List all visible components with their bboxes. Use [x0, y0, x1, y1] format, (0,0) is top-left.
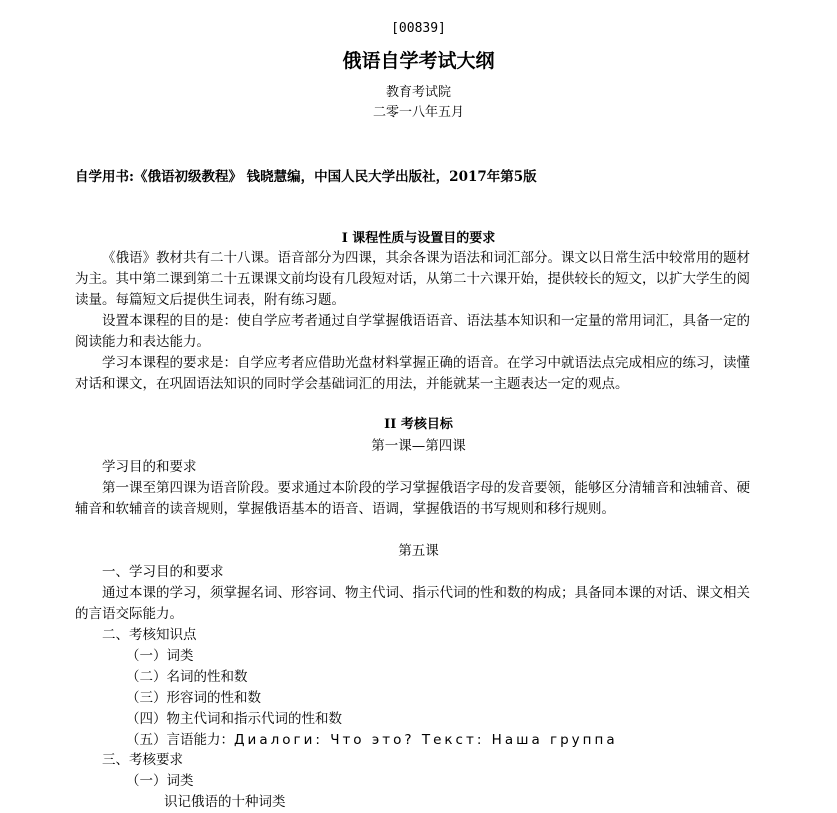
- lesson-1-4-para-line-2: 辅音和软辅音的读音规则，掌握俄语基本的语音、语调，掌握俄语的书写规则和移行规则。: [75, 501, 615, 517]
- knowledge-point-5: [126, 730, 618, 750]
- requirement-item-1-detail: 识记俄语的十种词类: [164, 794, 286, 810]
- section-1-para-2-line-1: 设置本课程的目的是：使自学应考者通过自学掌握俄语语音、语法基本知识和一定量的常用词汇，具备一定的: [102, 313, 750, 329]
- section-1-para-3-line-2: 对话和课文，在巩固语法知识的同时学会基础词汇的用法，并能就某一主题表达一定的观点。: [75, 376, 629, 392]
- section-1-para-1-line-1: 《俄语》教材共有二十八课。语音部分为四课，其余各课为语法和词汇部分。课文以日常生活中较常用的题材: [102, 250, 750, 266]
- course-code: [00839]: [391, 21, 446, 36]
- lesson-5-goal-para-line-1: 通过本课的学习，须掌握名词、形容词、物主代词、指示代词的性和数的构成；具备同本课的对话、课文相关: [102, 585, 750, 601]
- issuing-organization: 教育考试院: [385, 85, 451, 100]
- knowledge-point-1: （一）词类: [126, 648, 194, 664]
- knowledge-point-3: （三）形容词的性和数: [126, 690, 261, 706]
- lesson-5-requirements-heading: 三、考核要求: [102, 752, 183, 768]
- lesson-5-goal-para-line-2: 的言语交际能力。: [75, 606, 183, 622]
- section-1-para-2-line-2: 阅读能力和表达能力。: [75, 334, 210, 350]
- section-1-para-1-line-3: 读量。每篇短文后提供生词表，附有练习题。: [75, 292, 345, 308]
- lesson-5-title: 第五课: [398, 543, 439, 559]
- lesson-5-goal-heading: 一、学习目的和要求: [102, 564, 224, 580]
- section-1-para-3-line-1: 学习本课程的要求是：自学应考者应借助光盘材料掌握正确的语音。在学习中就语法点完成相应的练习，读懂: [102, 355, 750, 371]
- lesson-5-points-heading: 二、考核知识点: [102, 627, 197, 643]
- issue-date: 二零一八年五月: [372, 105, 464, 120]
- section-1-heading: I 课程性质与设置目的要求: [341, 231, 496, 246]
- section-1-para-1-line-2: 为主。其中第二课到第二十五课课文前均设有几段短对话，从第二十六课开始，提供较长的短文，以扩大学生的阅: [75, 271, 750, 287]
- lesson-1-4-subheading: 学习目的和要求: [102, 459, 197, 475]
- knowledge-point-2: （二）名词的性和数: [126, 669, 248, 685]
- textbook-reference: 自学用书:《俄语初级教程》 钱晓慧编，中国人民大学出版社，2017年第5版: [75, 169, 537, 185]
- requirement-item-1: （一）词类: [126, 773, 194, 789]
- knowledge-point-4: （四）物主代词和指示代词的性和数: [126, 711, 342, 727]
- russian-dialogue-title: Диалоги: Что это? Текст: Наша группа: [234, 732, 618, 748]
- section-2-heading: II 考核目标: [384, 417, 453, 432]
- knowledge-point-5-prefix: （五）言语能力：: [126, 732, 234, 748]
- document-title: 俄语自学考试大纲: [342, 50, 495, 72]
- lesson-1-4-title: 第一课—第四课: [371, 438, 466, 454]
- lesson-1-4-para-line-1: 第一课至第四课为语音阶段。要求通过本阶段的学习掌握俄语字母的发音要领，能够区分清辅音和浊辅音、硬: [102, 480, 750, 496]
